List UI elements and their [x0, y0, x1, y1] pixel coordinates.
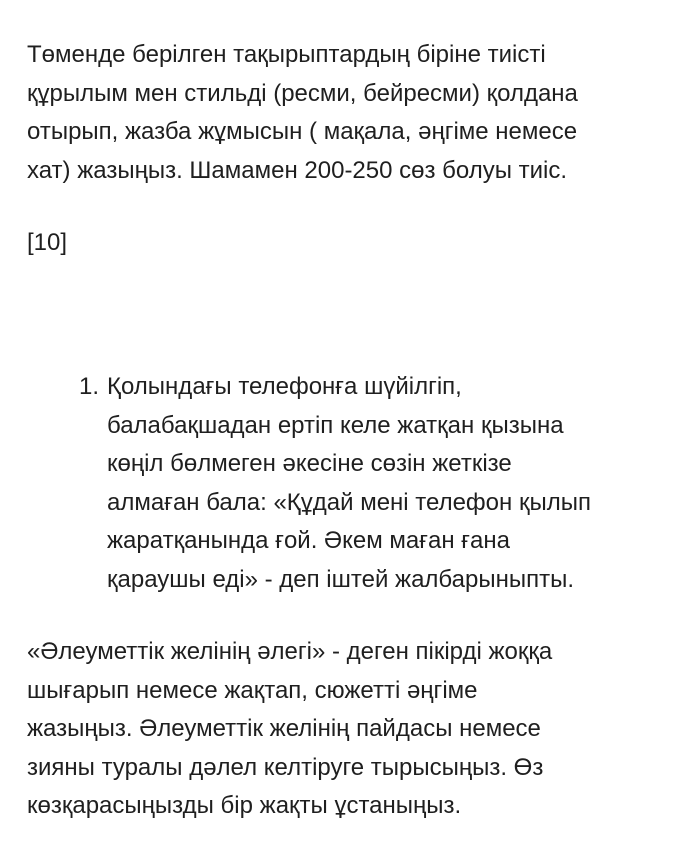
marks-label: [10] — [27, 229, 68, 256]
topic-2-paragraph — [27, 633, 687, 826]
topic-line: зияны туралы дәлел келтіруге тырысыңыз. Өз — [27, 753, 544, 781]
instruction-line: құрылым мен стильді (ресми, бейресми) қолдана — [27, 79, 578, 107]
topic-line: Қолындағы телефонға шүйілгіп, — [107, 373, 462, 400]
instruction-line: Төменде берілген тақырыптардың біріне тиісті — [27, 41, 546, 68]
topic-line: жазыңыз. Әлеуметтік желінің пайдасы немесе — [27, 715, 541, 742]
topic-line: алмаған бала: «Құдай мені телефон қылып — [107, 488, 591, 516]
topic-line: қараушы еді» - деп іштей жалбарыныпты. — [107, 565, 574, 593]
instruction-line: отырып, жазба жұмысын ( мақала, әңгіме немесе — [27, 118, 578, 145]
topic-list — [79, 368, 679, 599]
topic-line: көзқарасыңызды бір жақты ұстаныңыз. — [27, 792, 462, 819]
task-instructions — [27, 36, 687, 190]
topic-line: көңіл бөлмеген әкесіне сөзін жеткізе — [107, 450, 512, 477]
topic-item-1 — [79, 368, 679, 599]
topic-line: «Әлеуметтік желінің әлегі» - деген пікірді жоққа — [27, 638, 553, 665]
topic-line: жаратқанында ғой. Әкем маған ғана — [107, 527, 510, 554]
instruction-line: хат) жазыңыз. Шамамен 200-250 сөз болуы тиіс. — [27, 156, 568, 184]
list-number: 1. — [79, 373, 100, 400]
topic-line: балабақшадан ертіп келе жатқан қызына — [107, 411, 564, 439]
topic-line: шығарып немесе жақтап, сюжетті әңгіме — [27, 676, 478, 704]
